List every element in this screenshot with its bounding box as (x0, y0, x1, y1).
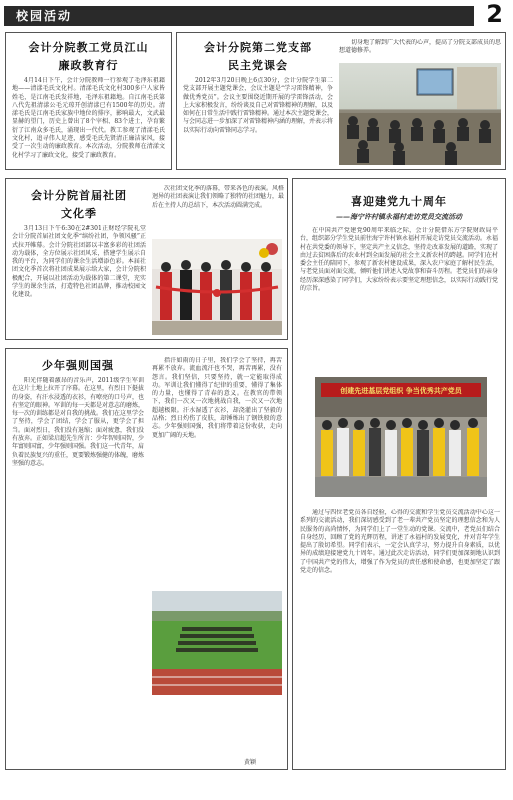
training-parade-photo (152, 591, 282, 695)
article-body-cont: 次社团文化季的落幕，带来各色的表演。风格迥异的社团表演让我们领略了独特的社团魅力，最后在主持人的总结下，本次活动圆满完成。 (152, 185, 284, 209)
section-tag: 校园活动 (10, 7, 78, 25)
article-party-anniversary (292, 178, 506, 770)
article-title-line2: 民主党课会 (228, 59, 288, 72)
article-title: 会计分院第二党支部 (204, 41, 312, 54)
article-club-culture (5, 178, 288, 340)
article-title-line2: 廉政教育行 (58, 59, 119, 72)
article-body: 在中国共产党建党90周年来临之际，会计分院借东方学院财政局平台，组织部分学生党员前往海宁许村镇永福村开展走访党员交流活动。永福村在共党委的领导下，坚定共产主义信念，坚持走改革发展的道路，实现了由过去贫困落后的农业村到全面发展的社会主义新农村的跨越。同学们在村委会主任的陪同下，参观了新农村建设成果，深入农户家庭了解村民生活，与老党员面对面交流，倾听他们讲述入党故事和奋斗历程。老党员们的亲身经历深深感染了同学们，大家纷纷表示要坚定理想信念，以实际行动践行党的宗旨。 (300, 227, 498, 293)
article-body-lower: 通过与四位老党员各自经验，心得的交流和学生党员交流活动中心这一系列的交流活动，我们深切感受到了老一辈共产党员坚定的理想信念和为人民服务的高尚情怀，为同学们上了一堂生动的党课。交流中，老党员们结合自身经历，回顾了党的光辉历程，讲述了永福村的发展变化，并对青年学生提出了殷切希望。同学们表示，一定会认真学习，努力提升自身素质，以优异的成绩迎接建党九十周年。通过此次走访活动，同学们更加深刻地认识到了中国共产党的伟大，增强了作为党员的责任感和使命感，也更加坚定了跟党走的信念。 (300, 509, 500, 575)
article-body-col2: 指汗如雨的日子里，我们学会了坚持，再苦再累不放弃。流血流汗也不哭，再苦再累，没有怨言。我们坚信，只要坚持，就一定能取得成功。军训让我们懂得了纪律的重要，懂得了集体的力量，也懂得了青春的意义。在教官的带领下，我们一次又一次地挑战自我，一次又一次地超越极限。汗水湿透了衣衫，却浇灌出了坚毅的品格；烈日灼伤了皮肤，却锤炼出了钢铁般的意志。少年强则国强，我们将带着这份收获，走向更加广阔的天地。 (152, 357, 282, 439)
article-author: 黄颖 (244, 759, 257, 766)
banner-text: 创建先进基层党组织 争当优秀共产党员 (340, 387, 462, 395)
article-military-training (5, 348, 288, 770)
article-party-branch (176, 32, 506, 170)
page-header (0, 0, 513, 30)
article-title: 少年强则国强 (42, 359, 114, 372)
article-subtitle: ——海宁许村镇永福村走访党员交流活动 (336, 212, 462, 221)
meeting-photo (339, 63, 501, 165)
article-body-cont: 切身地了解到广大代表的心声，提高了分院支部成员的思想道德修养。 (339, 39, 501, 55)
ribbon-cutting-photo (152, 239, 282, 335)
article-body: 2012年3月20日晚上6点30分，会计分院学生第二党支部开展主题党课会，会议主题是“学习雷锋精神，争做优秀党员”。会议主要围绕近期开展的学雷锋活动，会上大家积极发言，纷纷谈及自己对雷锋精神的理解，以及如何在日常生活中践行雷锋精神。通过本次主题党课会，与会同志进一步加深了对雷锋精神内涵的理解，并表示将以实际行动向雷锋同志学习。 (183, 77, 333, 134)
article-body: 4月14日下午，会计分院教师一行参观了毛泽东祖籍地——清漾毛氏文化村。清漾毛氏文化村300多户人家皆姓毛，是江南毛氏发祥地，毛泽东祖籍地。自江南毛氏第八代先祖清漾公毛元琼开创清漾已有1500年的历史。清漾毛氏是江南毛氏家族中地位的排序，影响最大，文武最显赫的望门，历史上曾出了8个宰相、83个进士，孕育繁衍了江南众多毛氏，涌现出一代代。教工参观了清漾毛氏文化村，追寻伟人足迹，感受毛氏先贤清正廉洁家风，接受了一次生动的廉政教育。本次活动，分院教师在清漾文化村学习了廉政文化，接受了廉政教育。 (12, 77, 165, 159)
page-number: 2 (486, 0, 503, 28)
article-body-col1: 阳光伴随着激昂的音乐声，2011级学生军训在这片土地上拉开了序幕。在这里，有烈日下挺拔的身姿，有汗水浸透的衣衫，有嘹亮的口号声，也有坚定的眼神。军训的每一天都是对意志的磨炼，每一次的训练都是对自我的挑战。我们在这里学会了坚持，学会了团结，学会了服从，更学会了担当。面对烈日，我们没有退缩；面对疲惫，我们没有放弃。正如梁启超先生所言：少年智则国智，少年富则国富，少年强则国强。我们这一代青年，肩负着民族复兴的重任，更要锻炼强健的体魄，磨炼坚强的意志。 (12, 377, 144, 467)
article-body: 3月13日下午6:30在2#301正财经学院礼堂会计分院首届社团文化季“缤纷社团，争领风骚”正式拉开帷幕。会计分院社团部以丰富多彩的社团活动为载体，全方位展示社团风采，搭建学生展示自我的平台，为同学们的课余生活增添色彩。本届社团文化季首次将社团成果展示给大家，会计分院积极配合，开展以社团活动为载体的第二课堂，充实学生的课余生活，打造特色社团品牌，推动校园文化建设。 (12, 225, 146, 299)
article-title-line2: 文化季 (61, 207, 97, 220)
group-photo (315, 377, 487, 497)
article-title: 会计分院首届社团 (31, 189, 127, 202)
article-anti-corruption (5, 32, 172, 170)
article-title: 喜迎建党九十周年 (351, 195, 447, 208)
article-title: 会计分院教工党员江山 (28, 41, 149, 54)
